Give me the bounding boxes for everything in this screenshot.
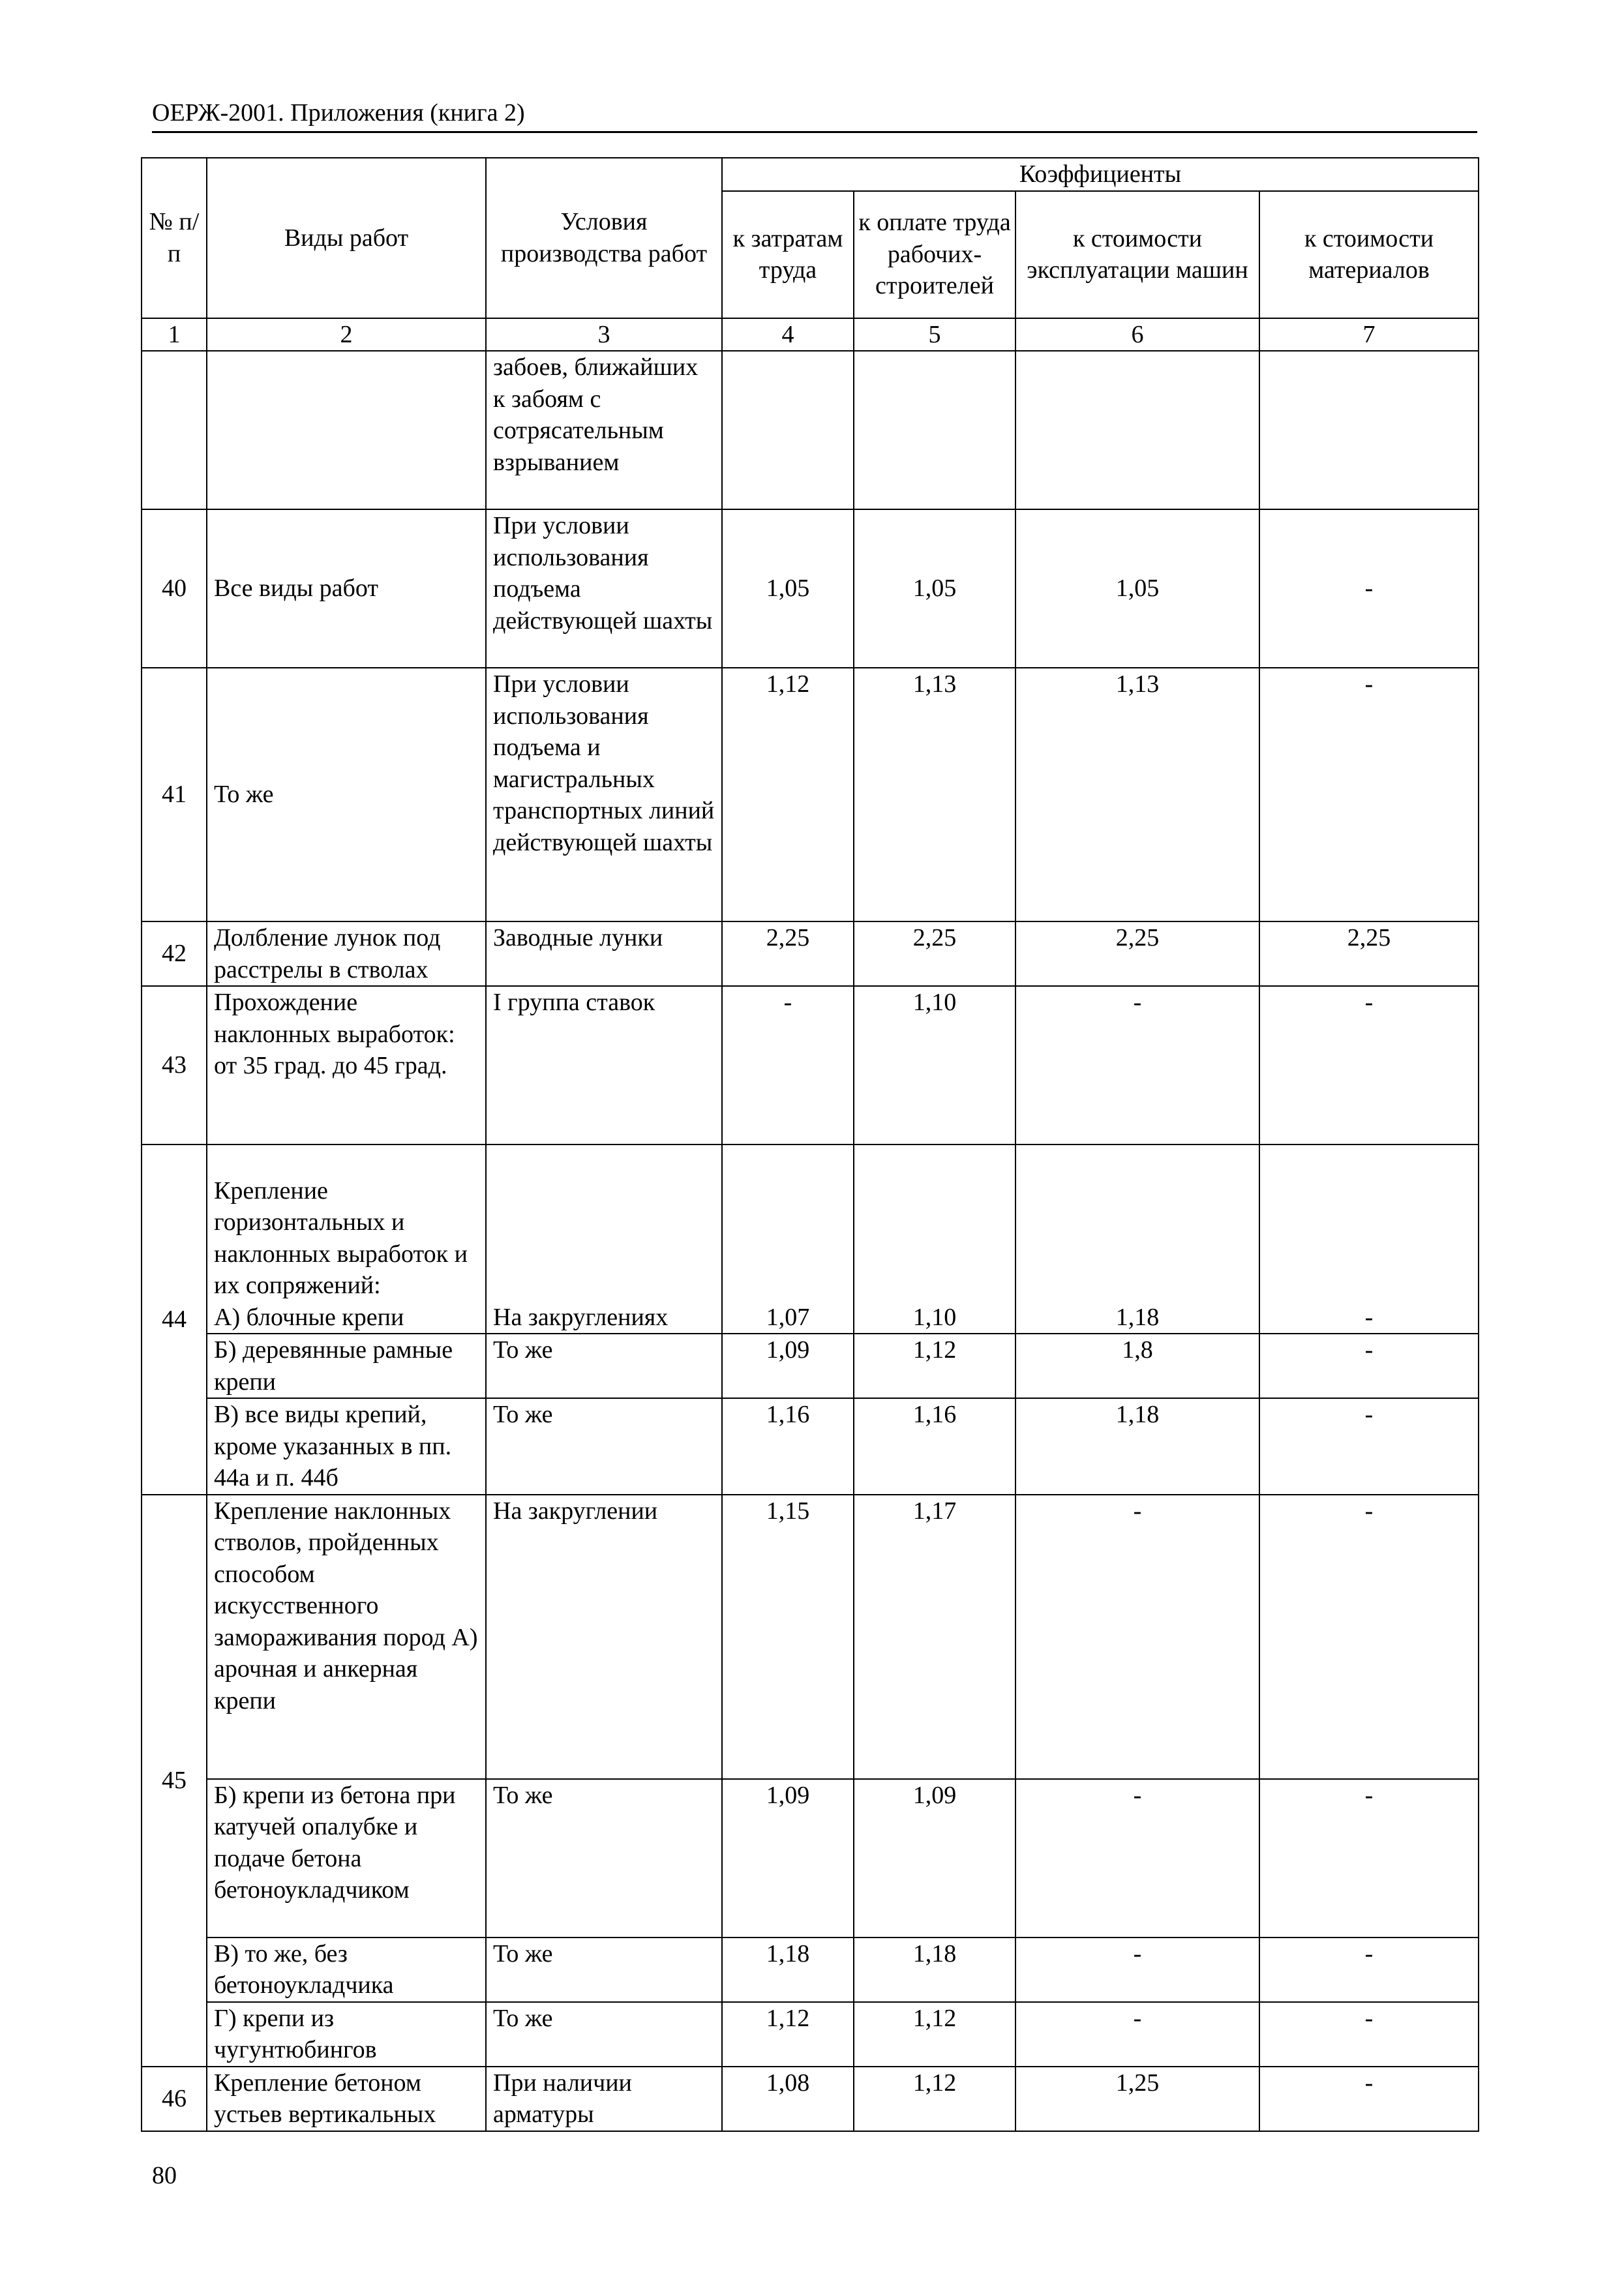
conditions: На закруглениях <box>486 1144 722 1334</box>
coef-materials: - <box>1259 509 1479 668</box>
work-type <box>207 1144 486 1334</box>
coef-wages: 1,10 <box>854 986 1015 1144</box>
coef-machines: - <box>1015 986 1259 1144</box>
coef-machines: 1,05 <box>1015 509 1259 668</box>
row-number: 43 <box>142 986 207 1144</box>
coef-labor: 1,15 <box>722 1495 854 1779</box>
table-row-44c <box>142 1398 1479 1495</box>
coef-labor: 1,18 <box>722 1937 854 2002</box>
coef-materials: - <box>1259 1334 1479 1398</box>
coef-labor: 1,08 <box>722 2067 854 2131</box>
coef-machines: 2,25 <box>1015 921 1259 986</box>
coef-wages: 1,13 <box>854 668 1015 921</box>
running-header: ОЕРЖ-2001. Приложения (книга 2) <box>152 99 525 127</box>
coef-materials: - <box>1259 1398 1479 1495</box>
coef-wages: 2,25 <box>854 921 1015 986</box>
coef-labor: 1,12 <box>722 668 854 921</box>
coef-wages <box>854 351 1015 509</box>
work-type: Б) деревянные рамные крепи <box>207 1334 486 1398</box>
coef-machines: - <box>1015 1779 1259 1937</box>
table-row-45a <box>142 1495 1479 1779</box>
col-header-materials: к стоимости материалов <box>1259 191 1479 318</box>
table-row-44a <box>142 1144 1479 1334</box>
table-row-42 <box>142 921 1479 986</box>
col-header-num: № п/п <box>142 158 207 318</box>
col-header-labor: к затратам труда <box>722 191 854 318</box>
conditions: I группа ставок <box>486 986 722 1144</box>
coef-wages: 1,10 <box>854 1144 1015 1334</box>
col-number: 5 <box>854 318 1015 352</box>
coef-machines: 1,13 <box>1015 668 1259 921</box>
col-header-machines: к стоимости эксплуатации машин <box>1015 191 1259 318</box>
coef-labor <box>722 351 854 509</box>
work-type: Долбление лунок под расстрелы в стволах <box>207 921 486 986</box>
table-row-40 <box>142 509 1479 668</box>
row-number <box>142 351 207 509</box>
work-type: То же <box>207 668 486 921</box>
table-row-46 <box>142 2067 1479 2131</box>
header-rule <box>152 131 1477 133</box>
work-type: Крепление наклонных стволов, пройденных способом искусственного замораживания пород А) арочная и анкерная крепи <box>207 1495 486 1779</box>
coef-labor: 1,16 <box>722 1398 854 1495</box>
coef-materials: - <box>1259 1144 1479 1334</box>
header-row-1 <box>142 158 1479 191</box>
coef-materials: 2,25 <box>1259 921 1479 986</box>
col-number: 2 <box>207 318 486 352</box>
col-number: 7 <box>1259 318 1479 352</box>
row-number: 42 <box>142 921 207 986</box>
coef-wages: 1,16 <box>854 1398 1015 1495</box>
conditions: То же <box>486 1779 722 1937</box>
conditions: То же <box>486 1398 722 1495</box>
work-type-title: Крепление горизонтальных и наклонных выработок и их сопряжений: <box>214 1176 468 1299</box>
conditions: На закруглении <box>486 1495 722 1779</box>
coef-wages: 1,05 <box>854 509 1015 668</box>
coef-wages: 1,12 <box>854 1334 1015 1398</box>
coef-materials: - <box>1259 1937 1479 2002</box>
coef-materials: - <box>1259 1779 1479 1937</box>
col-header-wages: к оплате труда рабочих-строителей <box>854 191 1015 318</box>
work-type: В) все виды крепий, кроме указанных в пп. 44а и п. 44б <box>207 1398 486 1495</box>
coef-machines: - <box>1015 1495 1259 1779</box>
coef-materials: - <box>1259 986 1479 1144</box>
work-type: В) то же, без бетоноукладчика <box>207 1937 486 2002</box>
coefficients-table <box>141 157 1479 2132</box>
coef-machines: 1,25 <box>1015 2067 1259 2131</box>
work-type <box>207 351 486 509</box>
col-header-conditions: Условия производства работ <box>486 158 722 318</box>
coef-labor: - <box>722 986 854 1144</box>
coef-wages: 1,18 <box>854 1937 1015 2002</box>
coef-machines: 1,18 <box>1015 1144 1259 1334</box>
page-number: 80 <box>152 2162 177 2189</box>
coef-machines: 1,8 <box>1015 1334 1259 1398</box>
conditions: забоев, ближайших к забоям с сотрясательным взрыванием <box>486 351 722 509</box>
column-number-row <box>142 318 1479 352</box>
coef-wages: 1,12 <box>854 2067 1015 2131</box>
col-number: 1 <box>142 318 207 352</box>
table-row-continuation <box>142 351 1479 509</box>
row-number: 45 <box>142 1495 207 2067</box>
coef-materials: - <box>1259 1495 1479 1779</box>
col-number: 3 <box>486 318 722 352</box>
table-row-45d <box>142 2002 1479 2067</box>
work-type: Прохождение наклонных выработок: от 35 град. до 45 град. <box>207 986 486 1144</box>
coef-labor: 2,25 <box>722 921 854 986</box>
conditions: То же <box>486 1937 722 2002</box>
table-row-41 <box>142 668 1479 921</box>
work-type-item: А) блочные крепи <box>214 1303 404 1331</box>
coef-machines: - <box>1015 1937 1259 2002</box>
coef-materials <box>1259 351 1479 509</box>
col-number: 4 <box>722 318 854 352</box>
conditions: При условии использования подъема действующей шахты <box>486 509 722 668</box>
coef-materials: - <box>1259 2002 1479 2067</box>
conditions: Заводные лунки <box>486 921 722 986</box>
row-number: 41 <box>142 668 207 921</box>
coef-labor: 1,09 <box>722 1334 854 1398</box>
coef-labor: 1,05 <box>722 509 854 668</box>
col-number: 6 <box>1015 318 1259 352</box>
conditions: При наличии арматуры <box>486 2067 722 2131</box>
table-row-45b <box>142 1779 1479 1937</box>
coef-machines <box>1015 351 1259 509</box>
coef-materials: - <box>1259 668 1479 921</box>
work-type: Крепление бетоном устьев вертикальных <box>207 2067 486 2131</box>
coef-wages: 1,12 <box>854 2002 1015 2067</box>
coef-wages: 1,09 <box>854 1779 1015 1937</box>
conditions: То же <box>486 1334 722 1398</box>
row-number: 46 <box>142 2067 207 2131</box>
table-row-44b <box>142 1334 1479 1398</box>
coef-machines: 1,18 <box>1015 1398 1259 1495</box>
row-number: 40 <box>142 509 207 668</box>
coef-labor: 1,07 <box>722 1144 854 1334</box>
work-type: Б) крепи из бетона при катучей опалубке и подаче бетона бетоноукладчиком <box>207 1779 486 1937</box>
coef-labor: 1,09 <box>722 1779 854 1937</box>
conditions: При условии использования подъема и магистральных транспортных линий действующей шахты <box>486 668 722 921</box>
conditions: То же <box>486 2002 722 2067</box>
col-header-work: Виды работ <box>207 158 486 318</box>
table-row-43 <box>142 986 1479 1144</box>
coef-wages: 1,17 <box>854 1495 1015 1779</box>
col-header-coefficients: Коэффициенты <box>722 158 1479 191</box>
coef-labor: 1,12 <box>722 2002 854 2067</box>
coef-materials: - <box>1259 2067 1479 2131</box>
table-row-45c <box>142 1937 1479 2002</box>
coef-machines: - <box>1015 2002 1259 2067</box>
work-type: Г) крепи из чугунтюбингов <box>207 2002 486 2067</box>
work-type: Все виды работ <box>207 509 486 668</box>
row-number: 44 <box>142 1144 207 1495</box>
